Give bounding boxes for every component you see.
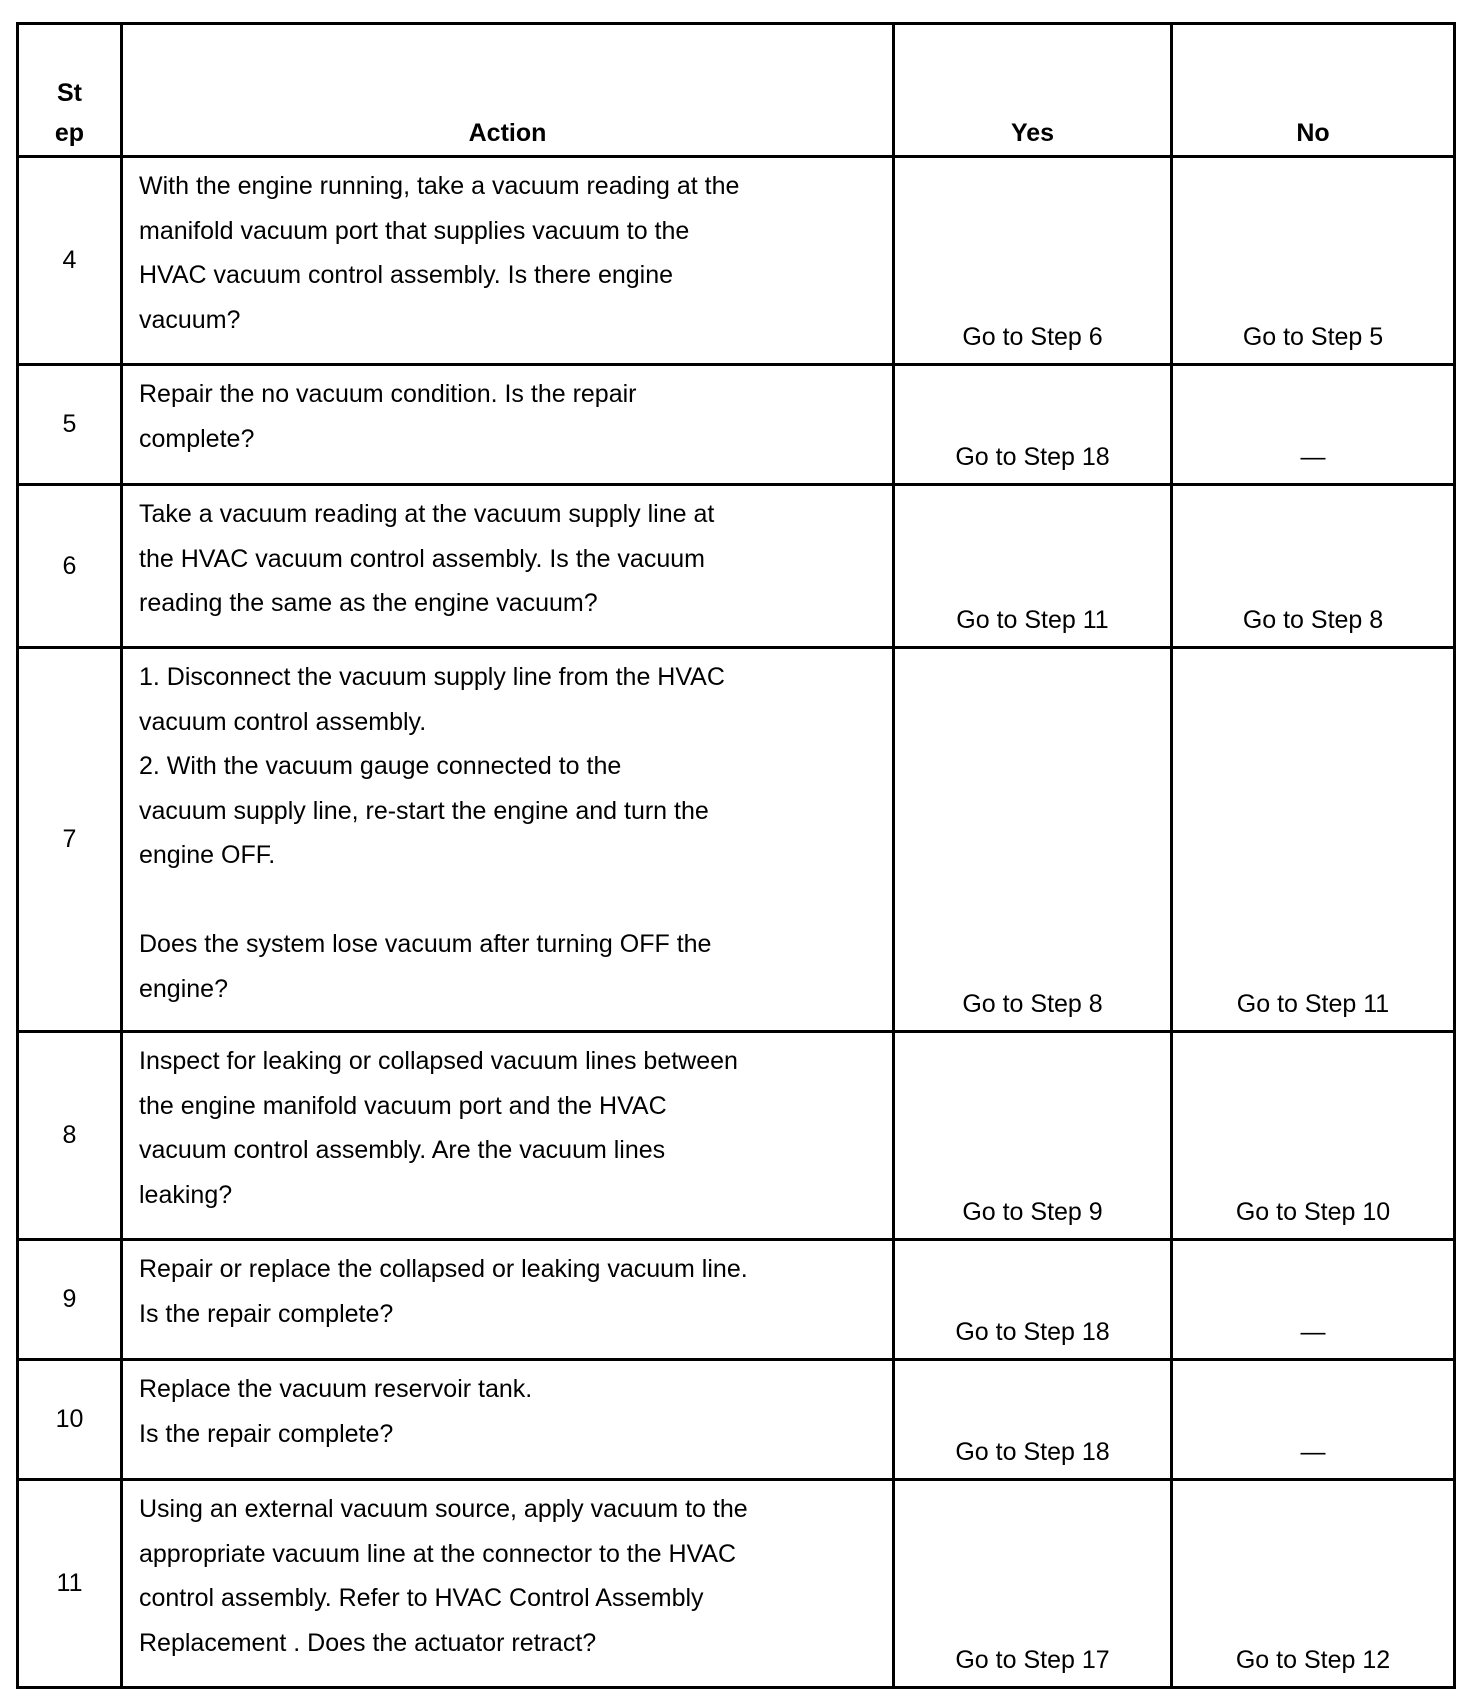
no-cell: Go to Step 10 [1172,1032,1455,1240]
action-cell: Repair or replace the collapsed or leaking vacuum line. Is the repair complete? [122,1240,894,1360]
yes-cell: Go to Step 6 [894,157,1172,365]
yes-cell: Go to Step 11 [894,485,1172,648]
yes-cell: Go to Step 8 [894,648,1172,1032]
no-cell: Go to Step 11 [1172,648,1455,1032]
action-cell: Replace the vacuum reservoir tank. Is the repair complete? [122,1360,894,1480]
action-cell: Using an external vacuum source, apply vacuum to the appropriate vacuum line at the connector to the HVAC control assembly. Refer to HVAC Control Assembly Replacement . Does the actuator retract? [122,1480,894,1688]
table-row [18,1032,1455,1240]
yes-cell: Go to Step 18 [894,1360,1172,1480]
yes-cell: Go to Step 9 [894,1032,1172,1240]
action-cell: With the engine running, take a vacuum reading at the manifold vacuum port that supplies vacuum to the HVAC vacuum control assembly. Is there engine vacuum? [122,157,894,365]
header-no: No [1172,24,1455,157]
action-cell: Take a vacuum reading at the vacuum supply line at the HVAC vacuum control assembly. Is the vacuum reading the same as the engine vacuum? [122,485,894,648]
no-cell: Go to Step 12 [1172,1480,1455,1688]
table-row [18,365,1455,485]
no-cell: — [1172,365,1455,485]
step-cell: 8 [18,1032,122,1240]
no-cell: Go to Step 5 [1172,157,1455,365]
action-cell: Inspect for leaking or collapsed vacuum lines between the engine manifold vacuum port and the HVAC vacuum control assembly. Are the vacuum lines leaking? [122,1032,894,1240]
table-row [18,1240,1455,1360]
diagnostic-table [16,22,1456,1689]
step-cell: 7 [18,648,122,1032]
yes-cell: Go to Step 18 [894,1240,1172,1360]
no-cell: Go to Step 8 [1172,485,1455,648]
table-row [18,1480,1455,1688]
action-cell: Repair the no vacuum condition. Is the repair complete? [122,365,894,485]
header-yes: Yes [894,24,1172,157]
table-row [18,485,1455,648]
step-cell: 11 [18,1480,122,1688]
table-row [18,648,1455,1032]
header-step [18,24,122,157]
header-action: Action [122,24,894,157]
no-cell: — [1172,1360,1455,1480]
no-cell: — [1172,1240,1455,1360]
header-step-line2: ep [54,119,85,147]
action-cell: 1. Disconnect the vacuum supply line from the HVAC vacuum control assembly. 2. With the vacuum gauge connected to the vacuum supply line, re-start the engine and turn the engine OFF. Does the system lose vacuum after turning OFF the engine? [122,648,894,1032]
header-step-line1: St [57,79,82,107]
step-cell: 10 [18,1360,122,1480]
yes-cell: Go to Step 17 [894,1480,1172,1688]
step-cell: 6 [18,485,122,648]
step-cell: 9 [18,1240,122,1360]
table-row [18,1360,1455,1480]
header-row [18,24,1455,157]
table-row [18,157,1455,365]
step-cell: 5 [18,365,122,485]
yes-cell: Go to Step 18 [894,365,1172,485]
step-cell: 4 [18,157,122,365]
